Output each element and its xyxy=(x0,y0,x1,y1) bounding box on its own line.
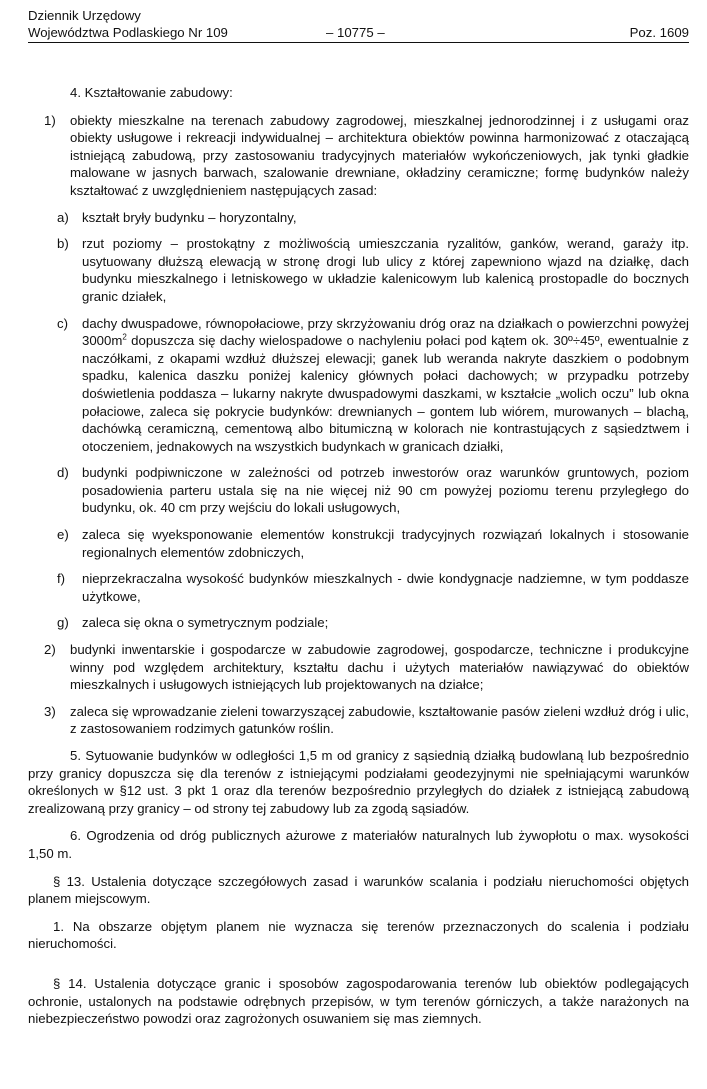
section-13-paragraph-1: 1. Na obszarze objętym planem nie wyznacza się terenów przeznaczonych do scalenia i podziału nieruchomości. xyxy=(28,918,689,952)
header-divider xyxy=(28,42,689,43)
superscript: 2 xyxy=(122,332,127,342)
paragraph-5: 5. Sytuowanie budynków w odległości 1,5 m od granicy z sąsiednią działką budowlaną lub bezpośrednio przy granicy dopuszcza się dla terenów z istniejącymi podziałami geodezyjnymi nie spełniającymi warunków określonych w §12 ust. 3 pkt 1 oraz dla terenów bezpośrednio przyległych do działek z istniejącą zabudową zrealizowaną przy granicy – od strony tej zabudowy lub za zgodą sąsiadów. xyxy=(28,748,689,816)
sub-item-a xyxy=(28,209,689,227)
document-body xyxy=(28,84,689,1038)
sub-item-letter: b) xyxy=(57,236,69,252)
sub-item-text: kształt bryły budynku – horyzontalny, xyxy=(82,209,297,225)
list-item-3 xyxy=(28,703,689,738)
item-text: zaleca się wprowadzanie zieleni towarzyszącej zabudowie, kształtowanie pasów zieleni wzdłuż dróg i ulic, z zastosowaniem rodzimych gatunków roślin. xyxy=(70,703,689,737)
sub-item-b xyxy=(28,235,689,305)
journal-title-line2: Województwa Podlaskiego Nr 109 xyxy=(28,25,228,40)
list-item-1 xyxy=(28,112,689,200)
item-number: 2) xyxy=(44,642,56,658)
sub-item-letter: a) xyxy=(57,209,69,225)
page-header xyxy=(28,7,689,41)
sub-item-text-part2: dopuszcza się dachy wielospadowe o nachyleniu połaci pod kątem ok. 30º÷45º, ewentualnie z naczółkami, z okapami wzdłuż dłuższej elewacji; ganek lub weranda nakryte daszkiem o podobnym spadku, kalenica daszku poniżej kalenicy głównych połaci dachowych; w przypadku potrzeby doświetlenia poddasza – lukarny nakryte dwuspadowymi daszkami, w kształcie „wolich oczu” lub okna połaciowe, zaleca się pokrycie budynków: drewnianych – gontem lub wiórem, murowanych – blachą, dachówką ceramiczną, cementową albo bitumiczną w kolorach nie kontrastujących z sąsiedztwem i otoczeniem, jednakowych na wszystkich budynkach w granicach działki, xyxy=(82,333,689,454)
item-number: 3) xyxy=(44,703,56,719)
sub-item-letter: g) xyxy=(57,615,69,631)
journal-title-line1: Dziennik Urzędowy xyxy=(28,8,141,23)
section-4-heading: 4. Kształtowanie zabudowy: xyxy=(70,85,233,100)
sub-item-d xyxy=(28,464,689,517)
position-number: Poz. 1609 xyxy=(629,25,689,40)
sub-item-g xyxy=(28,614,689,632)
sub-item-c xyxy=(28,315,689,456)
item-text: obiekty mieszkalne na terenach zabudowy zagrodowej, mieszkalnej jednorodzinnej i z usługami oraz obiekty usługowe i rekreacji indywidualnej – architektura obiektów powinna harmonizować z otaczającą istniejącą zabudową, przy zastosowaniu tradycyjnych materiałów wykończeniowych, jak tynki gładkie malowane w jasnych barwach, szalowanie drewniane, okładziny ceramiczne; formę budynków należy kształtować z uwzględnieniem następujących zasad: xyxy=(70,112,689,198)
sub-item-text: rzut poziomy – prostokątny z możliwością umieszczania ryzalitów, ganków, werand, garaży itp. usytuowany dłuższą elewacją w stronę drogi lub ulicy z której zapewniono wjazd na działkę, dach budynku mieszkalnego i letniskowego w układzie kalenicowym lub kalenicą prostopadle do bocznych granic działek, xyxy=(82,236,689,304)
sub-item-letter: f) xyxy=(57,571,66,587)
sub-item-letter: d) xyxy=(57,465,69,481)
sub-item-letter: c) xyxy=(57,315,68,331)
item-text: budynki inwentarskie i gospodarcze w zabudowie zagrodowej, gospodarcze, techniczne i produkcyjne winny pod względem architektury, kształtu dachu i użytych materiałów nawiązywać do obiektów mieszkalnych i usługowych istniejących lub projektowanych na działce; xyxy=(70,642,689,693)
sub-item-text-part1: dachy dwuspadowe, równopołaciowe, przy skrzyżowaniu dróg oraz na działkach o powierzchni powyżej 3000m xyxy=(82,315,689,349)
item-number: 1) xyxy=(44,112,56,128)
sub-item-f xyxy=(28,570,689,605)
section-13: § 13. Ustalenia dotyczące szczegółowych zasad i warunków scalania i podziału nieruchomości objętych planem miejscowym. xyxy=(28,873,689,907)
sub-item-text xyxy=(82,316,689,454)
spacer xyxy=(28,963,689,975)
sub-item-text: budynki podpiwniczone w zależności od potrzeb inwestorów oraz warunków gruntowych, poziom posadowienia parteru ustala się na nie więcej niż 90 cm powyżej poziomu terenu przyległego do budynku, ok. 40 cm przy wejściu do lokali usługowych, xyxy=(82,465,689,516)
list-item-2 xyxy=(28,641,689,694)
sub-item-text: zaleca się okna o symetrycznym podziale; xyxy=(82,615,329,631)
sub-item-letter: e) xyxy=(57,527,69,543)
page-number: – 10775 – xyxy=(326,25,385,40)
section-14: § 14. Ustalenia dotyczące granic i sposobów zagospodarowania terenów lub obiektów podlegających ochronie, ustalonych na podstawie odrębnych przepisów, w tym terenów górniczych, a także narażonych na niebezpieczeństwo powodzi oraz zagrożonych osuwaniem się mas ziemnych. xyxy=(28,975,689,1027)
sub-item-text: zaleca się wyeksponowanie elementów konstrukcji tradycyjnych rozwiązań lokalnych i stosowanie regionalnych elementów zdobniczych, xyxy=(82,527,689,560)
paragraph-6: 6. Ogrodzenia od dróg publicznych ażurowe z materiałów naturalnych lub żywopłotu o max. wysokości 1,50 m. xyxy=(28,828,689,861)
header-row xyxy=(28,24,689,41)
sub-item-text: nieprzekraczalna wysokość budynków mieszkalnych - dwie kondygnacje nadziemne, w tym poddasze użytkowe, xyxy=(82,571,689,604)
sub-item-e xyxy=(28,526,689,561)
